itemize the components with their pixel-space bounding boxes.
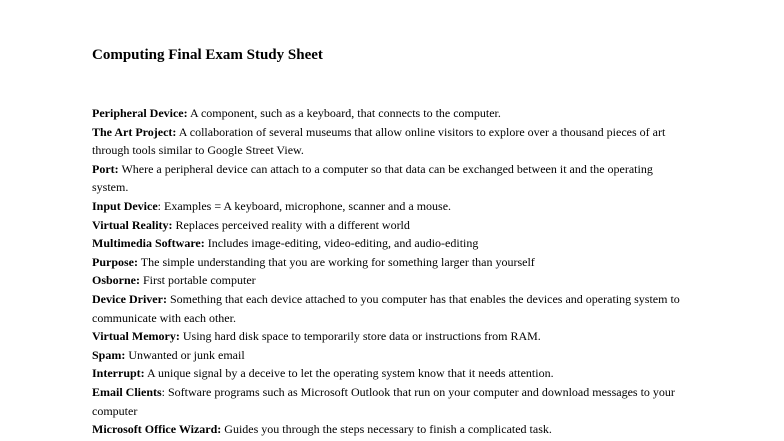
- glossary-definition: A component, such as a keyboard, that connects to the computer.: [187, 106, 501, 120]
- list-item: [92, 383, 692, 420]
- glossary-definition: A collaboration of several museums that allow online visitors to explore over a thousand pieces of art through tools similar to Google Street View.: [92, 124, 666, 158]
- glossary-term: Purpose:: [92, 254, 138, 269]
- glossary-term: Port:: [92, 161, 119, 176]
- list-item: [92, 160, 692, 197]
- glossary-term: Device Driver:: [92, 291, 167, 306]
- glossary-term: Peripheral Device:: [92, 106, 188, 120]
- glossary-definition: : Software programs such as Microsoft Outlook that run on your computer and download messages to your computer: [92, 384, 675, 418]
- page-title: Computing Final Exam Study Sheet: [92, 47, 323, 63]
- glossary-definition: A unique signal by a deceive to let the operating system know that it needs attention.: [144, 366, 554, 381]
- list-item: [92, 253, 692, 272]
- glossary-definition: The simple understanding that you are working for something larger than yourself: [138, 254, 535, 269]
- list-item: [92, 290, 692, 327]
- glossary-term: Virtual Memory:: [92, 329, 180, 344]
- glossary-list: [92, 104, 692, 439]
- list-item: [92, 364, 692, 383]
- list-item: [92, 123, 692, 160]
- glossary-term: Email Clients: [92, 384, 162, 399]
- glossary-term: Spam:: [92, 347, 126, 362]
- glossary-definition: Using hard disk space to temporarily store data or instructions from RAM.: [179, 329, 541, 344]
- glossary-term: Multimedia Software:: [92, 236, 205, 251]
- list-item: [92, 346, 692, 365]
- glossary-definition: Replaces perceived reality with a different world: [172, 217, 410, 232]
- glossary-term: Microsoft Office Wizard:: [92, 422, 222, 437]
- list-item: [92, 420, 692, 439]
- list-item: [92, 104, 692, 123]
- glossary-term: Virtual Reality:: [92, 217, 173, 232]
- glossary-definition: First portable computer: [140, 273, 256, 288]
- glossary-term: Interrupt:: [92, 366, 145, 381]
- glossary-definition: Something that each device attached to you computer has that enables the devices and operating system to communicate with each other.: [92, 291, 680, 325]
- list-item: [92, 327, 692, 346]
- glossary-term: Osborne:: [92, 273, 140, 288]
- glossary-definition: : Examples = A keyboard, microphone, scanner and a mouse.: [157, 198, 452, 213]
- list-item: [92, 197, 692, 216]
- glossary-definition: Guides you through the steps necessary to finish a complicated task.: [221, 422, 552, 437]
- list-item: [92, 234, 692, 253]
- list-item: [92, 271, 692, 290]
- glossary-definition: Where a peripheral device can attach to a computer so that data can be exchanged between it and the operating system.: [92, 161, 653, 195]
- glossary-definition: Unwanted or junk email: [125, 347, 245, 362]
- glossary-definition: Includes image-editing, video-editing, and audio-editing: [204, 236, 479, 251]
- glossary-term: The Art Project:: [92, 124, 177, 139]
- list-item: [92, 216, 692, 235]
- glossary-term: Input Device: [92, 198, 158, 213]
